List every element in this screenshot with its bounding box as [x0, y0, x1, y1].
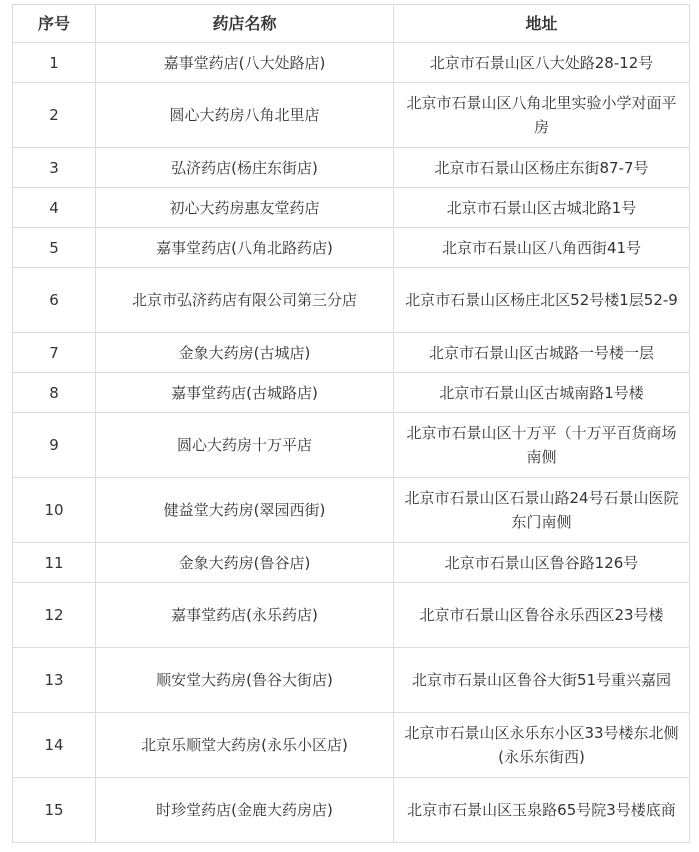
- row-address: 北京市石景山区永乐东小区33号楼东北侧(永乐东街西): [394, 713, 690, 778]
- row-address: 北京市石景山区杨庄东街87-7号: [394, 148, 690, 188]
- row-address: 北京市石景山区古城南路1号楼: [394, 373, 690, 413]
- row-number: 13: [13, 648, 96, 713]
- table-row: [13, 648, 690, 713]
- table-row: [13, 373, 690, 413]
- row-number: 9: [13, 413, 96, 478]
- row-pharmacy-name: 时珍堂药店(金鹿大药房店): [96, 778, 394, 843]
- table-row: [13, 188, 690, 228]
- table-row: [13, 228, 690, 268]
- row-number: 7: [13, 333, 96, 373]
- row-number: 12: [13, 583, 96, 648]
- row-pharmacy-name: 弘济药店(杨庄东街店): [96, 148, 394, 188]
- table-row: [13, 478, 690, 543]
- row-pharmacy-name: 健益堂大药房(翠园西街): [96, 478, 394, 543]
- row-number: 8: [13, 373, 96, 413]
- row-address: 北京市石景山区十万平（十万平百货商场南侧: [394, 413, 690, 478]
- table-row: [13, 713, 690, 778]
- table-row: [13, 268, 690, 333]
- row-number: 2: [13, 83, 96, 148]
- row-pharmacy-name: 嘉事堂药店(古城路店): [96, 373, 394, 413]
- table-row: [13, 778, 690, 843]
- row-address: 北京市石景山区鲁谷永乐西区23号楼: [394, 583, 690, 648]
- row-address: 北京市石景山区古城路一号楼一层: [394, 333, 690, 373]
- row-pharmacy-name: 顺安堂大药房(鲁谷大街店): [96, 648, 394, 713]
- pharmacy-table: [12, 4, 690, 843]
- row-pharmacy-name: 嘉事堂药店(八大处路店): [96, 43, 394, 83]
- pharmacy-table-container: [12, 4, 689, 843]
- row-number: 15: [13, 778, 96, 843]
- row-address: 北京市石景山区鲁谷路126号: [394, 543, 690, 583]
- table-row: [13, 148, 690, 188]
- row-pharmacy-name: 金象大药房(鲁谷店): [96, 543, 394, 583]
- row-address: 北京市石景山区鲁谷大街51号重兴嘉园: [394, 648, 690, 713]
- row-number: 6: [13, 268, 96, 333]
- row-number: 5: [13, 228, 96, 268]
- row-number: 3: [13, 148, 96, 188]
- row-number: 1: [13, 43, 96, 83]
- table-body: [13, 43, 690, 843]
- row-number: 10: [13, 478, 96, 543]
- row-number: 11: [13, 543, 96, 583]
- row-address: 北京市石景山区玉泉路65号院3号楼底商: [394, 778, 690, 843]
- row-pharmacy-name: 圆心大药房十万平店: [96, 413, 394, 478]
- row-number: 14: [13, 713, 96, 778]
- row-address: 北京市石景山区杨庄北区52号楼1层52-9: [394, 268, 690, 333]
- row-address: 北京市石景山区八大处路28-12号: [394, 43, 690, 83]
- row-pharmacy-name: 北京市弘济药店有限公司第三分店: [96, 268, 394, 333]
- row-address: 北京市石景山区古城北路1号: [394, 188, 690, 228]
- table-header-row: [13, 5, 690, 43]
- row-address: 北京市石景山区石景山路24号石景山医院东门南侧: [394, 478, 690, 543]
- table-row: [13, 413, 690, 478]
- row-pharmacy-name: 北京乐顺堂大药房(永乐小区店): [96, 713, 394, 778]
- row-address: 北京市石景山区八角北里实验小学对面平房: [394, 83, 690, 148]
- header-pharmacy-name: 药店名称: [96, 5, 394, 43]
- header-number: 序号: [13, 5, 96, 43]
- row-pharmacy-name: 嘉事堂药店(永乐药店): [96, 583, 394, 648]
- row-pharmacy-name: 金象大药房(古城店): [96, 333, 394, 373]
- row-number: 4: [13, 188, 96, 228]
- row-address: 北京市石景山区八角西街41号: [394, 228, 690, 268]
- table-row: [13, 333, 690, 373]
- table-row: [13, 83, 690, 148]
- table-row: [13, 583, 690, 648]
- table-row: [13, 543, 690, 583]
- row-pharmacy-name: 初心大药房惠友堂药店: [96, 188, 394, 228]
- header-address: 地址: [394, 5, 690, 43]
- table-row: [13, 43, 690, 83]
- row-pharmacy-name: 嘉事堂药店(八角北路药店): [96, 228, 394, 268]
- row-pharmacy-name: 圆心大药房八角北里店: [96, 83, 394, 148]
